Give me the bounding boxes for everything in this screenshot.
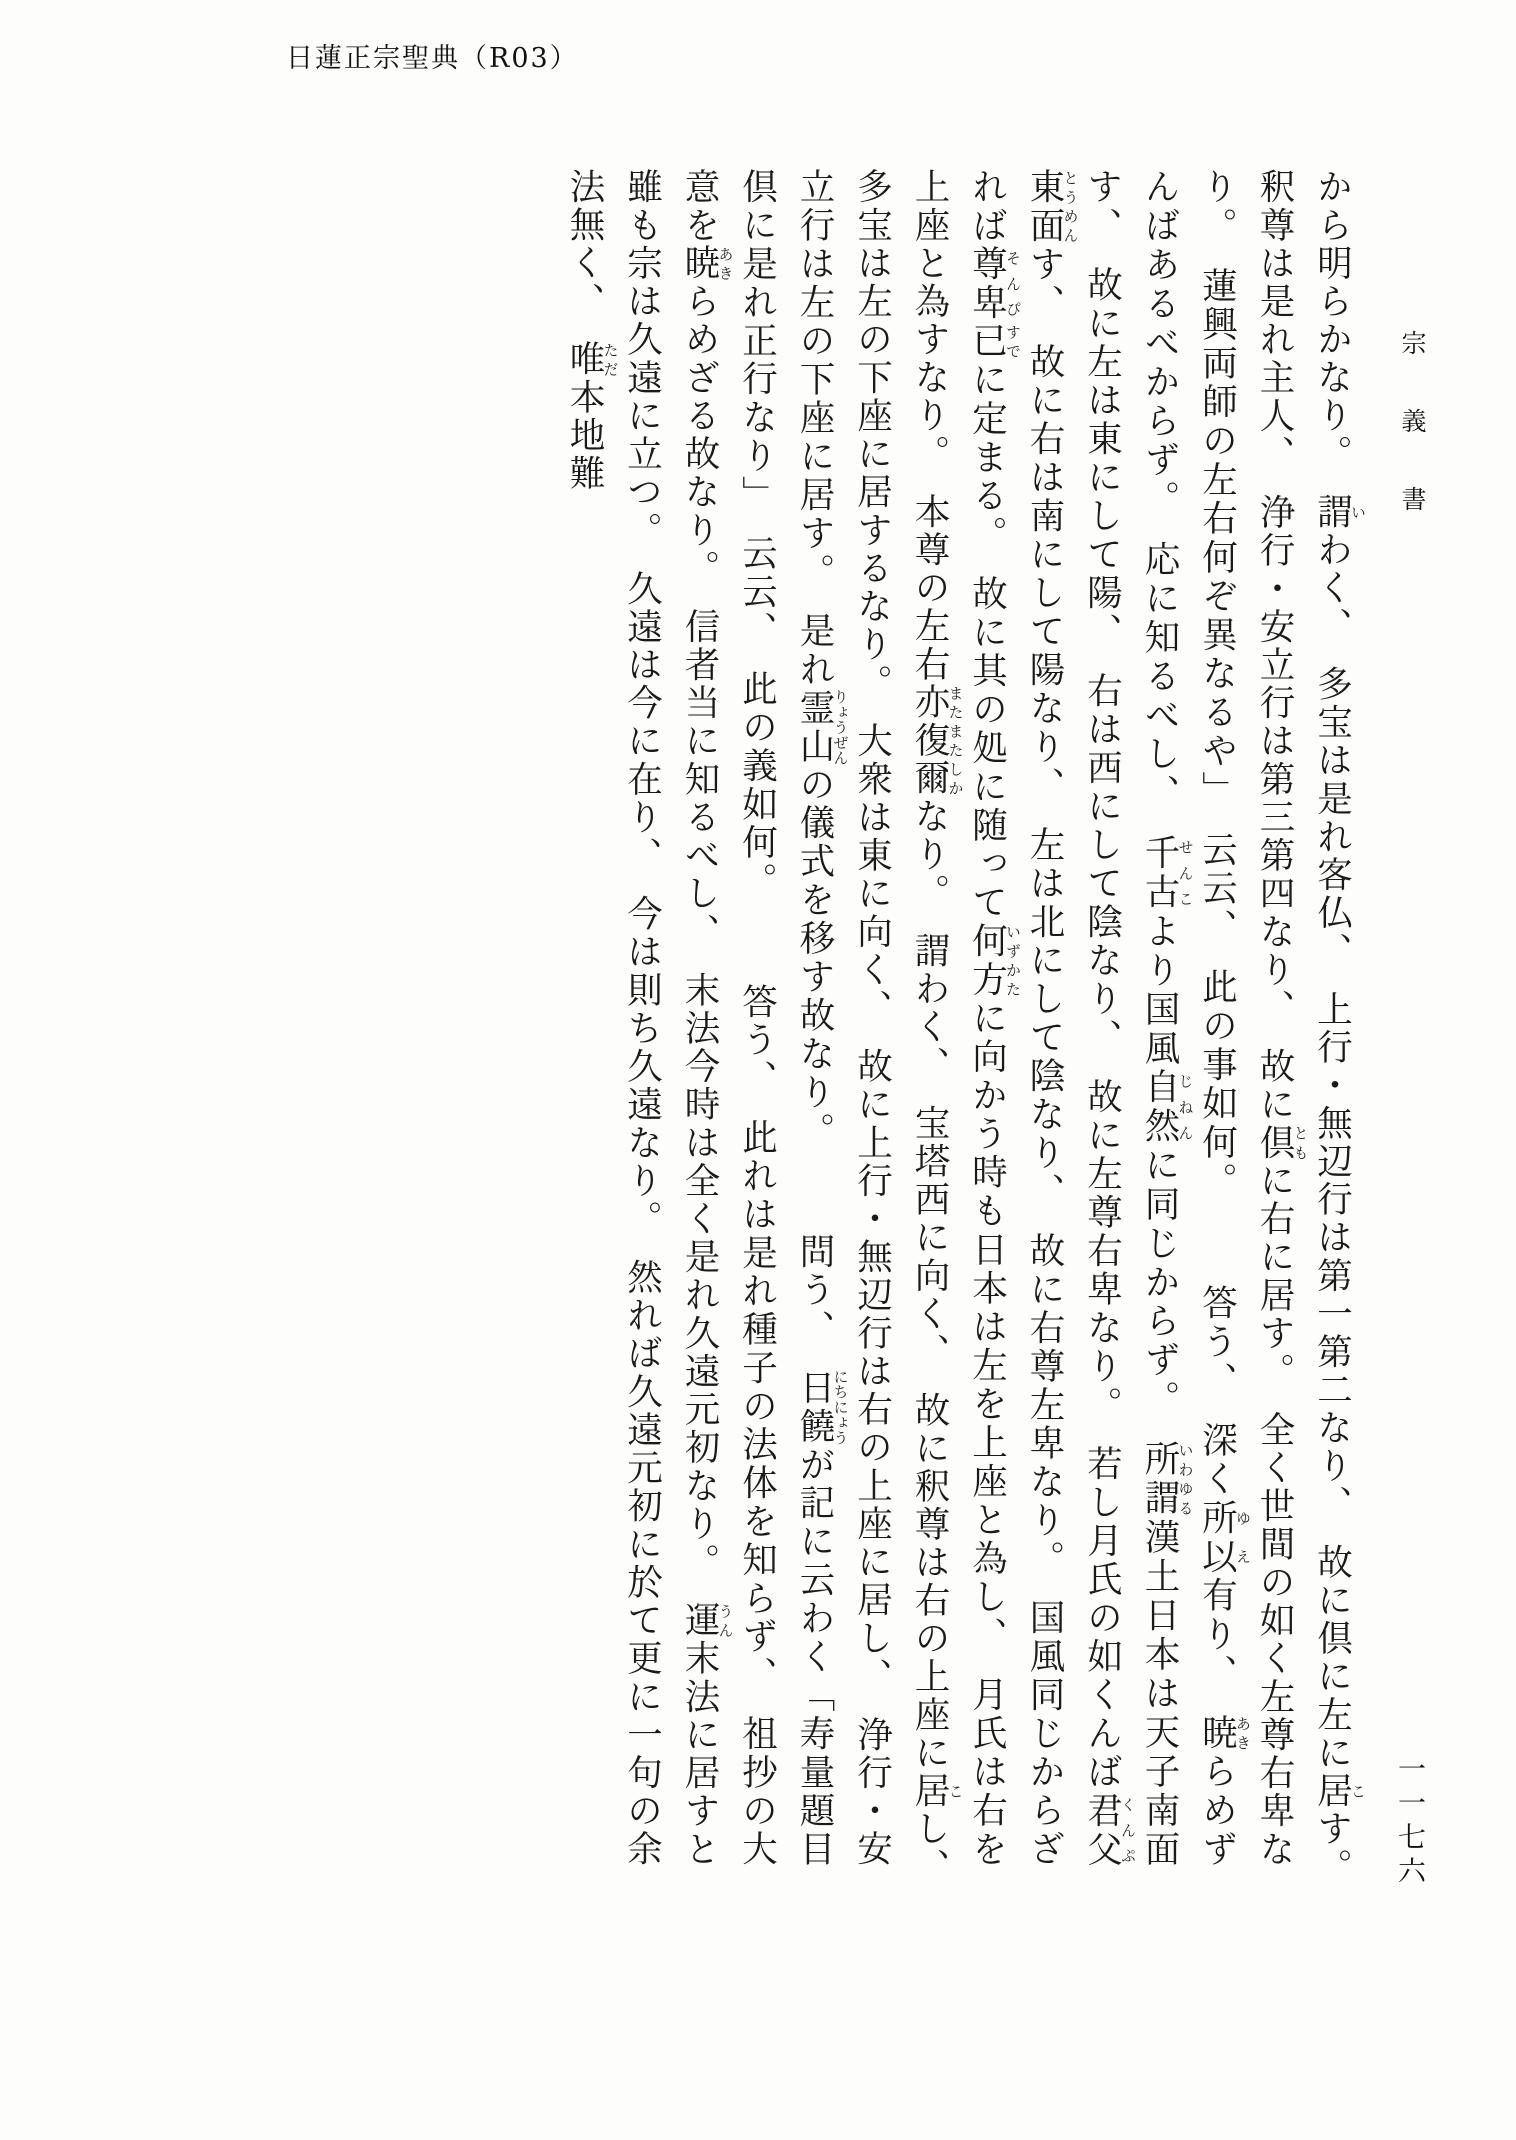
paragraph-3: 問う、 日饒にちにょうが記に云わく「寿量題目倶に是れ正行なり」 云云、 此の義如何。 <box>736 168 850 1869</box>
page-header-title: 日蓮正宗聖典（R03） <box>286 43 579 74</box>
ruby-yue: 所以ゆえ <box>1196 1498 1252 1577</box>
ruby-matamata: 亦復またまた <box>909 683 965 760</box>
ruby-toumen: 東面とうめん <box>1024 168 1080 246</box>
ruby-iu: 謂い <box>1311 492 1367 531</box>
ruby-jinen: 自然じねん <box>1139 1068 1195 1147</box>
ruby-kunpu: 君父くんぷ <box>1081 1791 1137 1869</box>
ruby-sonpi: 尊卑そんぴ <box>966 245 1022 323</box>
ruby-izukata: 何方いずかた <box>966 921 1022 1000</box>
page-number: 一一七六 <box>1394 1754 1427 1890</box>
paragraph-2: 答う、 深く所以ゆえ有り、 暁あきらめずんばあるべからず。 応に知るべし、 千古せんこより国風自然じねんに同じからず。 所謂いわゆる漢土日本は天子南面す、 故に左は東にして陽、 右は西にして陰なり、 故に左尊右卑なり。 若し月氏の如くんば君父くんぷ東面とうめんす、 故に右は南にして陽なり、 左は北にして陰なり、 故に右尊左卑なり。 国風同じからざれば尊卑そんぴ已すでに定まる。 故に其の処に随って何方いずかたに向かう時も日本は左を上座と為し、 月氏は右を上座と為すなり。 本尊の左右亦復またまた爾しかなり。 謂わく、 宝塔西に向く、 故に釈尊は右の上座に居こし、 多宝は左の下座に居するなり。 大衆は東に向く、 故に上行・無辺行は右の上座に居し、 浄行・安立行は左の下座に居す。 是れ霊山りょうぜんの儀式を移す故なり。 <box>794 168 1252 1907</box>
paragraph-1: から明らかなり。 謂いわく、 多宝は是れ客仏、 上行・無辺行は第一第二なり、 故に倶に左に居こす。 釈尊は是れ主人、 浄行・安立行は第三第四なり、 故に倶ともに右に居す。 全く世間の如く左尊右卑なり。 蓮興両師の左右何ぞ異なるや」 云云、 此の事如何。 <box>1196 168 1367 1907</box>
ruby-ko: 居こ <box>1311 1771 1367 1810</box>
ruby-iwayuru: 所謂いわゆる <box>1139 1440 1195 1519</box>
ruby-aki2: 暁あき <box>679 244 735 283</box>
ruby-sude: 已すで <box>966 322 1022 361</box>
ruby-nichinyou: 日饒にちにょう <box>794 1368 850 1446</box>
ruby-ryouzen: 霊山りょうぜん <box>794 688 850 766</box>
ruby-un: 運うん <box>679 1601 735 1640</box>
body-text <box>185 168 1367 1907</box>
ruby-ko2: 居こ <box>909 1771 965 1810</box>
section-label: 宗 義 書 <box>1398 330 1427 525</box>
ruby-aki: 暁あき <box>1196 1713 1252 1753</box>
ruby-shika: 爾しか <box>909 759 965 798</box>
ruby-tomo: 倶とも <box>1254 1123 1310 1162</box>
paragraph-4: 答う、 此れは是れ種子の法体を知らず、 祖抄の大意を暁あきらめざる故なり。 信者当に知るべし、 末法今時は全く是れ久遠元初なり。 運うん末法に居すと雖も宗は久遠に立つ。 久遠は今に在り、 今は則ち久遠なり。 然れば久遠元初に於て更に一句の余法無く、 唯ただ本地難 <box>564 168 778 1869</box>
ruby-senko: 千古せんこ <box>1139 834 1195 913</box>
ruby-tada: 唯ただ <box>564 340 620 379</box>
